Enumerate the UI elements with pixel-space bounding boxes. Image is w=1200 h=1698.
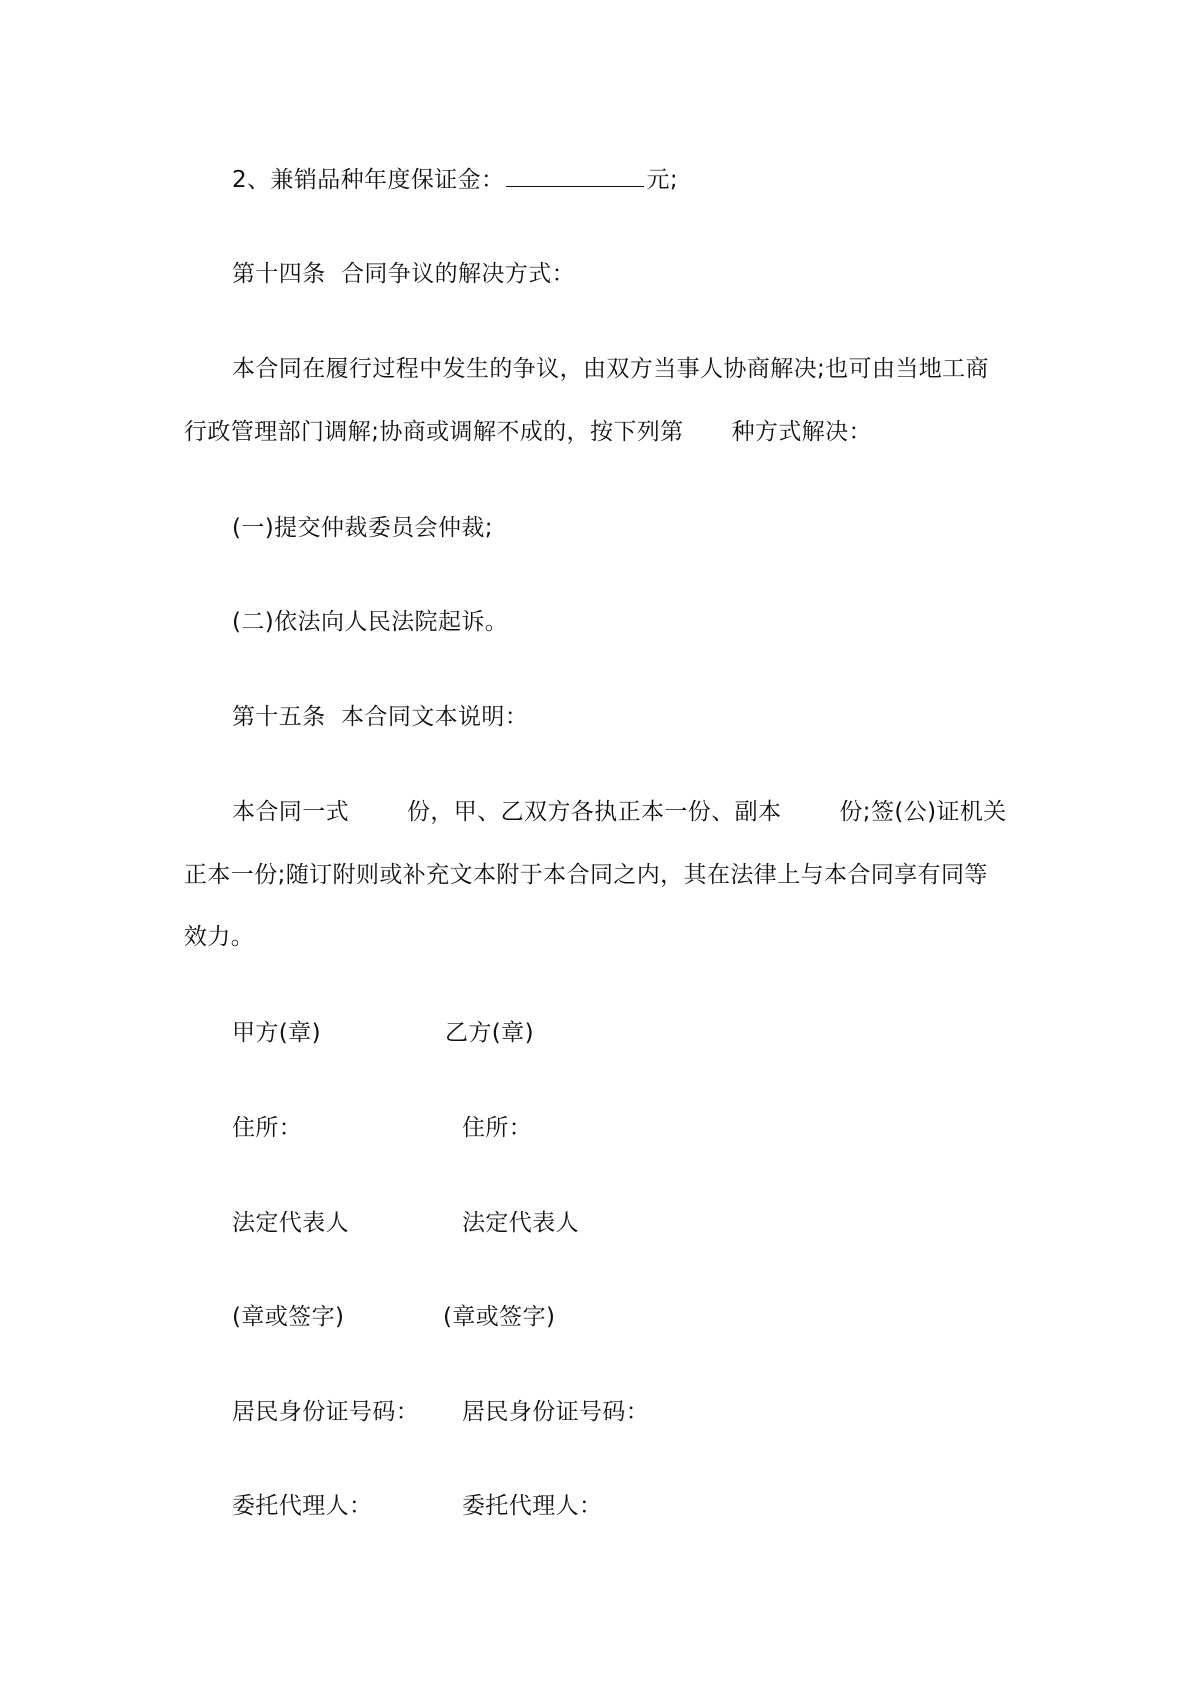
deposit-amount-blank [506, 166, 644, 187]
article-15-text-c: 份;签(公)证机关 [839, 799, 1007, 825]
article-15-paragraph-line-3: 效力。 [184, 924, 255, 950]
party-b-address: 住所： [462, 1115, 533, 1141]
option-lawsuit: (二)依法向人民法院起诉。 [232, 609, 509, 635]
party-a-sign: (章或签字) [232, 1304, 345, 1330]
party-a-agent: 委托代理人： [232, 1493, 373, 1519]
article-15-paragraph-line-1 [232, 797, 1007, 827]
party-b-legal-rep: 法定代表人 [462, 1210, 579, 1236]
deposit-unit: 元; [646, 167, 678, 193]
option-arbitration: (一)提交仲裁委员会仲裁; [232, 515, 493, 541]
article-14-text-a: 行政管理部门调解;协商或调解不成的，按下列第 [184, 419, 684, 445]
deposit-line [232, 165, 678, 195]
party-a-seal: 甲方(章) [232, 1020, 321, 1046]
article-15-paragraph-line-2: 正本一份;随订附则或补充文本附于本合同之内，其在法律上与本合同享有同等 [184, 862, 988, 888]
party-a-legal-rep: 法定代表人 [232, 1210, 349, 1236]
article-15-text-a: 本合同一式 [232, 799, 349, 825]
article-15-text-b: 份，甲、乙双方各执正本一份、副本 [407, 799, 782, 825]
party-a-id-number: 居民身份证号码： [232, 1399, 420, 1425]
article-15-title: 第十五条 本合同文本说明： [232, 704, 529, 730]
party-a-address: 住所： [232, 1115, 303, 1141]
party-b-agent: 委托代理人： [462, 1493, 603, 1519]
deposit-label: 2、兼销品种年度保证金： [232, 167, 505, 193]
article-14-title: 第十四条 合同争议的解决方式： [232, 261, 576, 287]
party-b-id-number: 居民身份证号码： [462, 1399, 650, 1425]
article-14-text-b: 种方式解决： [731, 419, 872, 445]
article-14-paragraph-line-2 [184, 417, 872, 447]
party-b-seal: 乙方(章) [445, 1020, 534, 1046]
party-b-sign: (章或签字) [443, 1304, 556, 1330]
article-14-paragraph-line-1: 本合同在履行过程中发生的争议，由双方当事人协商解决;也可由当地工商 [232, 356, 989, 382]
